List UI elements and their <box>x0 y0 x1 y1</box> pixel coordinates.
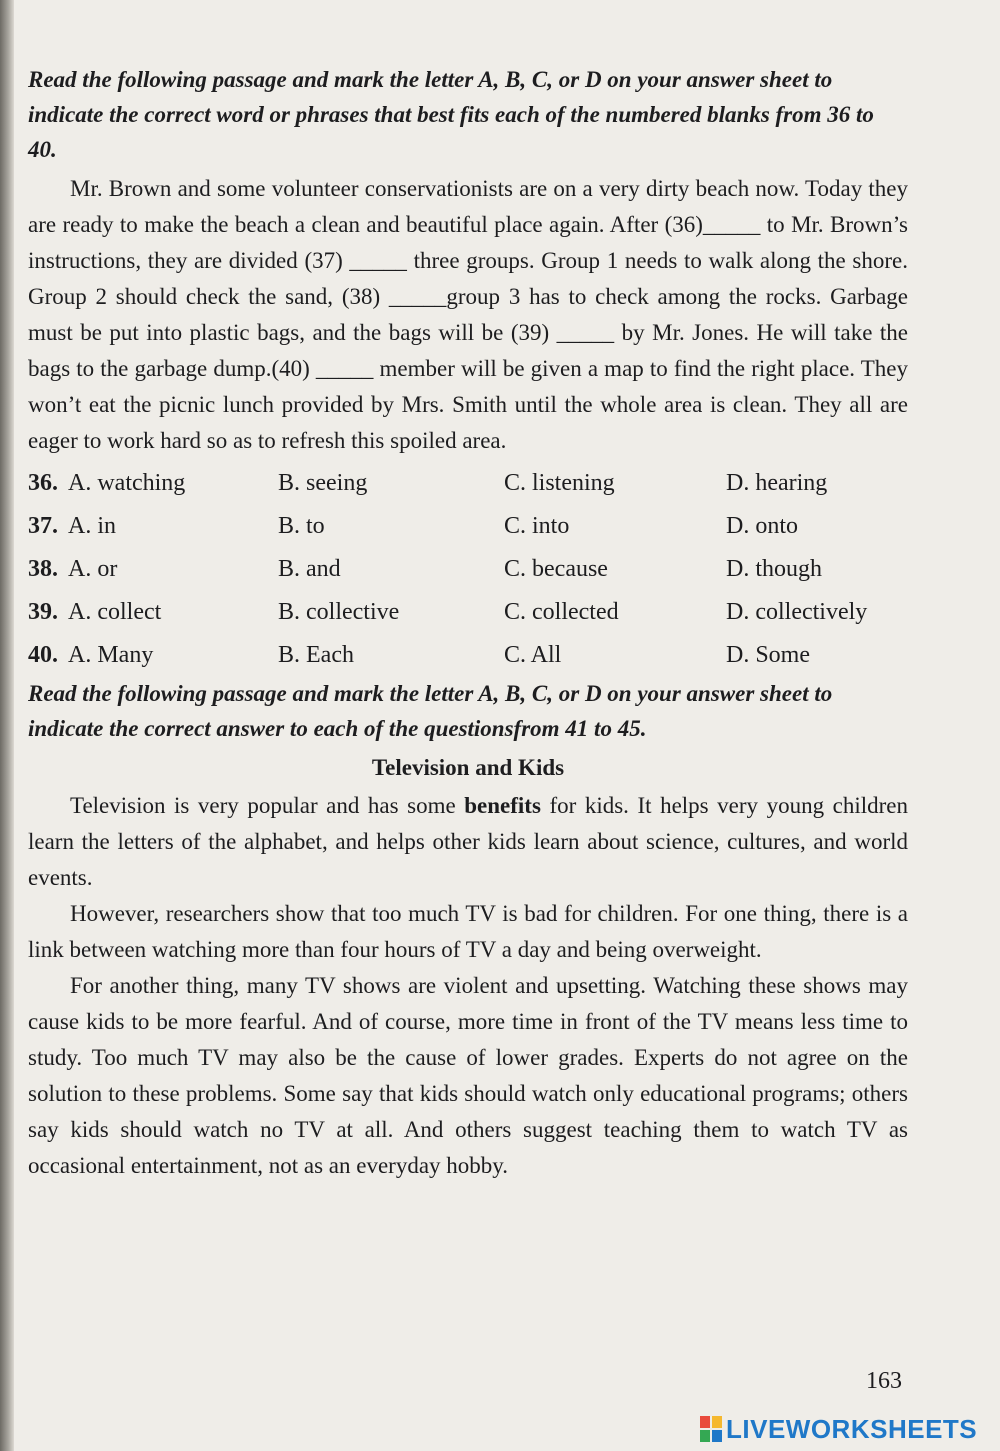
option-c[interactable]: C. into <box>504 512 570 539</box>
question-number: 36. <box>28 469 58 496</box>
question-row <box>28 504 908 547</box>
option-a[interactable]: A. in <box>68 512 116 539</box>
passage-paragraph-3: For another thing, many TV shows are violent and upsetting. Watching these shows may cause kids to be more fearful. And of course, more time in front of the TV means less time to study. Too much TV may also be the cause of lower grades. Experts do not agree on the solution to these problems. Some say that kids should watch only educational programs; others say kids should watch no TV at all. And others suggest teaching them to watch TV as occasional entertainment, not as an everyday hobby. <box>28 973 908 1178</box>
option-a[interactable]: A. collect <box>68 598 162 625</box>
option-a[interactable]: A. watching <box>68 469 186 496</box>
p1-text-start: Television is very popular and has some <box>70 793 465 818</box>
option-b[interactable]: B. Each <box>278 641 354 668</box>
option-b[interactable]: B. to <box>278 512 325 539</box>
option-d[interactable]: D. onto <box>726 512 798 539</box>
option-b[interactable]: B. collective <box>278 598 400 625</box>
option-d[interactable]: D. Some <box>726 641 810 668</box>
question-number: 40. <box>28 641 58 668</box>
option-c[interactable]: C. All <box>504 641 562 668</box>
option-b[interactable]: B. and <box>278 555 341 582</box>
question-number: 39. <box>28 598 58 625</box>
option-a[interactable]: A. or <box>68 555 118 582</box>
section1-passage: Mr. Brown and some volunteer conservationists are on a very dirty beach now. Today they are ready to make the beach a clean and beautiful place again. After (36)_____ to Mr. Brown’s instructions, they are divided (37) _____ three groups. Group 1 needs to walk along the shore. Group 2 should check the sand, (38) _____group 3 has to check among the rocks. Garbage must be put into plastic bags, and the bags will be (39) _____ by Mr. Jones. He will take the bags to the garbage dump.(40) _____ member will be given a map to find the right place. They won’t eat the picnic lunch provided by Mrs. Smith until the whole area is clean. They all are eager to work hard so as to refresh this spoiled area. <box>28 176 908 453</box>
option-d[interactable]: D. though <box>726 555 822 582</box>
page-number: 163 <box>866 1368 902 1394</box>
passage-title: Television and Kids <box>371 755 565 780</box>
option-c[interactable]: C. collected <box>504 598 619 625</box>
question-row <box>28 633 908 676</box>
logo-icon <box>700 1416 722 1442</box>
option-a[interactable]: A. Many <box>68 641 154 668</box>
passage-paragraph-2: However, researchers show that too much TV is bad for children. For one thing, there is a link between watching more than four hours of TV a day and being overweight. <box>28 901 908 962</box>
p1-text-end: for kids. It helps very young children learn the letters of the alphabet, and helps other kids learn about science, cultures, and world events. <box>28 793 908 890</box>
question-row <box>28 461 908 504</box>
option-b[interactable]: B. seeing <box>278 469 368 496</box>
option-c[interactable]: C. because <box>504 555 608 582</box>
book-binding <box>0 0 14 1451</box>
question-row <box>28 590 908 633</box>
question-number: 37. <box>28 512 58 539</box>
logo-text: LIVEWORKSHEETS <box>726 1413 978 1444</box>
options-table <box>28 461 908 676</box>
question-number: 38. <box>28 555 58 582</box>
page-content <box>28 62 908 1184</box>
liveworksheets-logo <box>700 1413 977 1445</box>
p1-bold-word: benefits <box>464 793 541 818</box>
passage-paragraph-1 <box>28 788 908 896</box>
option-d[interactable]: D. collectively <box>726 598 868 625</box>
option-c[interactable]: C. listening <box>504 469 615 496</box>
option-d[interactable]: D. hearing <box>726 469 828 496</box>
section1-instruction: Read the following passage and mark the letter A, B, C, or D on your answer sheet to indicate the correct word or phrases that best fits each of the numbered blanks from 36 to 40. <box>28 67 874 162</box>
section2-instruction: Read the following passage and mark the letter A, B, C, or D on your answer sheet to indicate the correct answer to each of the questionsfrom 41 to 45. <box>28 681 833 741</box>
question-row <box>28 547 908 590</box>
